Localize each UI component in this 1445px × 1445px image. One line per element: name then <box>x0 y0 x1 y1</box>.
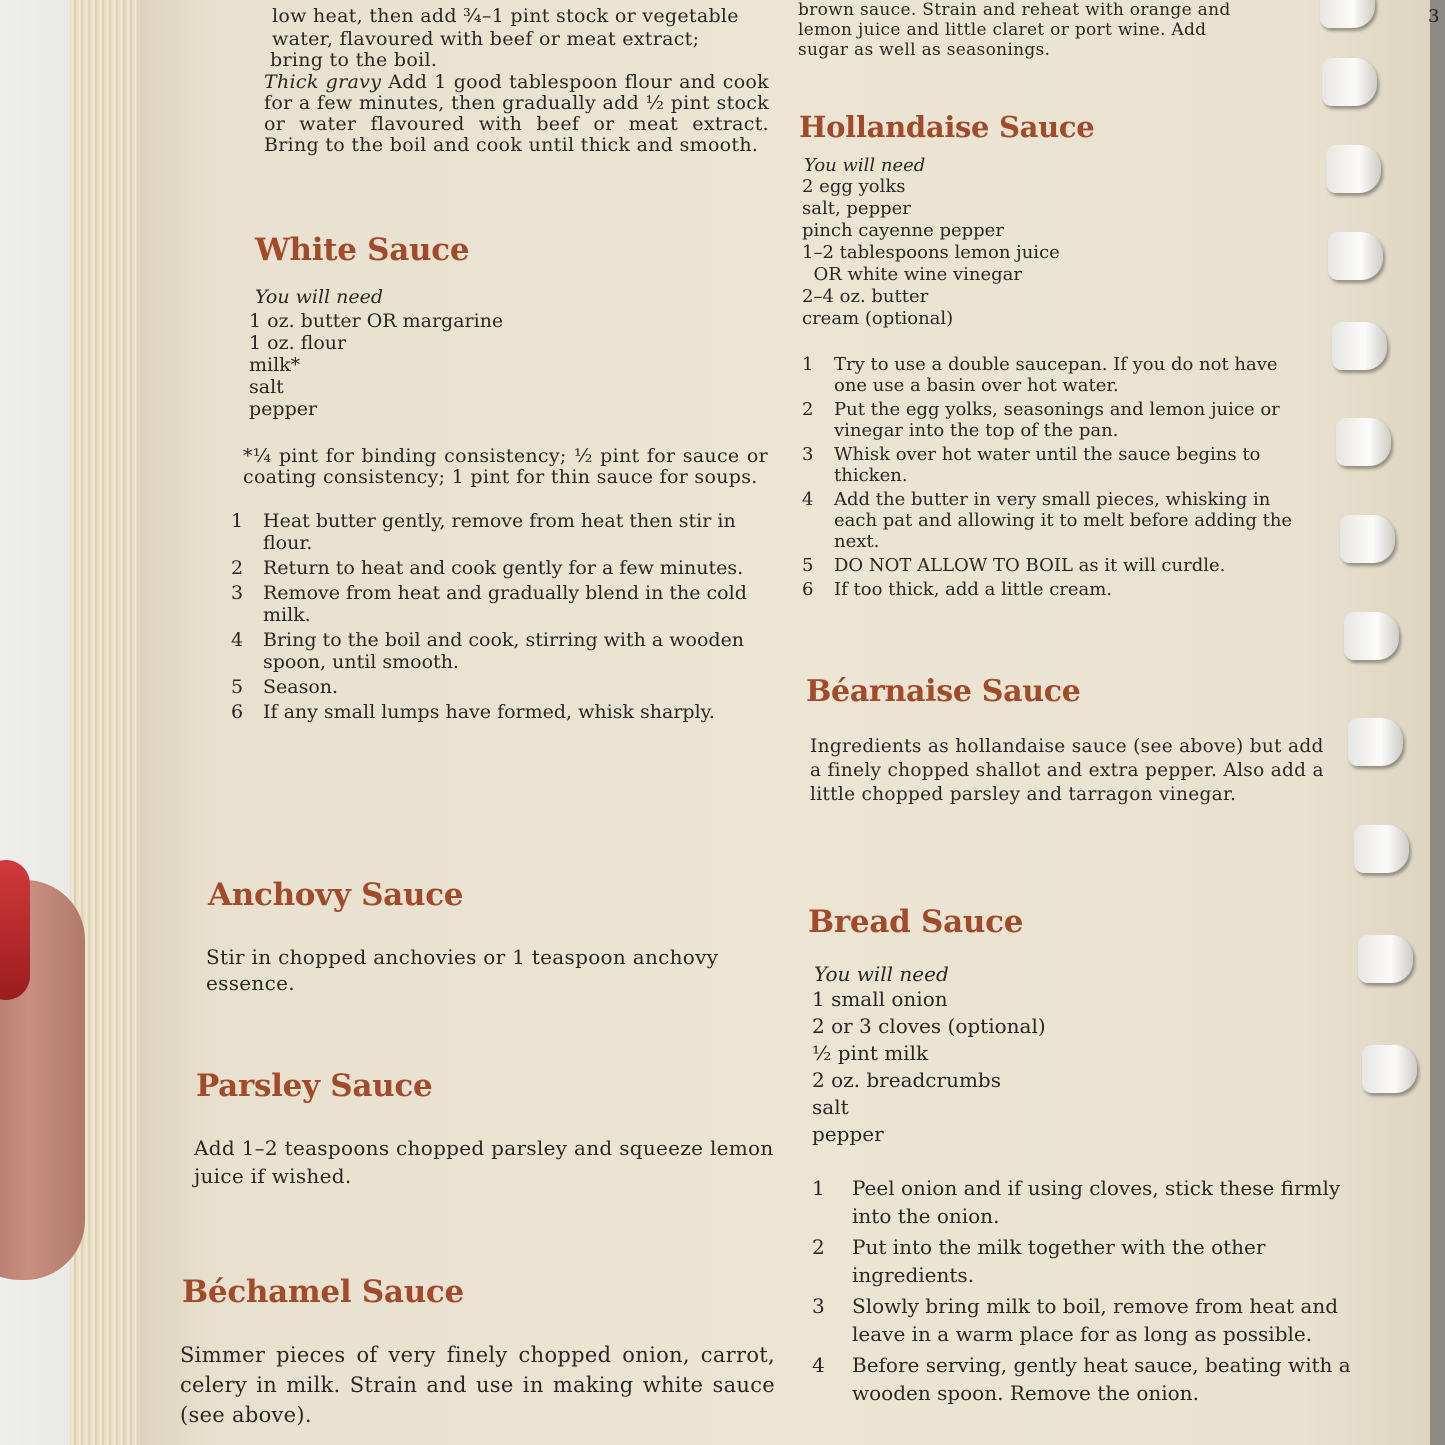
ingredient: 2 egg yolks <box>802 176 906 197</box>
ingredient-list <box>812 986 1372 1148</box>
parsley-sauce-title: Parsley Sauce <box>196 1068 433 1104</box>
you-will-need-label: You will need <box>814 962 949 986</box>
ingredient: 1–2 tablespoons lemon juice <box>802 242 1060 263</box>
ingredient: 2 oz. breadcrumbs <box>812 1068 1001 1092</box>
footnote: *¼ pint for binding consistency; ½ pint for sauce or coating consistency; 1 pint for thin sauce for soups. <box>243 445 768 488</box>
ingredient: milk* <box>249 354 301 376</box>
bechamel-sauce-title: Béchamel Sauce <box>182 1274 464 1310</box>
anchovy-sauce-title: Anchovy Sauce <box>208 877 464 913</box>
step: 3 Whisk over hot water until the sauce begins to thicken. <box>802 444 1261 486</box>
intro-line: bring to the boil. <box>270 49 438 71</box>
hollandaise-body <box>802 155 1302 603</box>
ingredient: cream (optional) <box>802 308 954 329</box>
you-will-need-label: You will need <box>255 286 384 308</box>
step: 3 Remove from heat and gradually blend in the cold milk. <box>231 582 747 626</box>
intro-line: brown sauce. Strain and reheat with orange and <box>798 0 1231 20</box>
intro-line: water, flavoured with beef or meat extract; <box>272 28 700 50</box>
ingredient: 2–4 oz. butter <box>802 286 929 307</box>
step: 4 Bring to the boil and cook, stirring with a wooden spoon, until smooth. <box>231 629 745 673</box>
step: 3 Slowly bring milk to boil, remove from heat and leave in a warm place for as long as possible. <box>812 1294 1338 1346</box>
bread-sauce-body <box>812 962 1372 1410</box>
ingredient: ½ pint milk <box>812 1041 929 1065</box>
ingredient: salt <box>812 1095 849 1119</box>
intro-line: lemon juice and little claret or port wine. Add <box>798 20 1207 40</box>
step: 6 If too thick, add a little cream. <box>802 579 1113 600</box>
ingredient: 1 small onion <box>812 987 948 1011</box>
ingredient: pepper <box>249 398 318 420</box>
ingredient: pinch cayenne pepper <box>802 220 1004 241</box>
bread-sauce-title: Bread Sauce <box>808 904 1024 940</box>
step: 6 If any small lumps have formed, whisk sharply. <box>231 701 715 723</box>
step: 5 Season. <box>231 676 339 698</box>
intro-line: sugar as well as seasonings. <box>798 40 1051 60</box>
intro-line: low heat, then add ¾–1 pint stock or vegetable <box>272 5 739 27</box>
step-list <box>231 510 768 723</box>
bearnaise-sauce-title: Béarnaise Sauce <box>806 674 1081 709</box>
thick-gravy-text: Add 1 good tablespoon flour and cook for a few minutes, then gradually add ½ pint stock or water flavoured with beef or meat extract. Bring to the boil and cook until thick and smooth. <box>264 71 769 156</box>
ingredient-list <box>802 176 1302 330</box>
white-sauce-body <box>231 286 768 726</box>
you-will-need-label: You will need <box>804 155 926 176</box>
step-list <box>802 354 1302 600</box>
thick-gravy-paragraph <box>264 72 769 156</box>
step: 2 Put into the milk together with the other ingredients. <box>812 1235 1266 1287</box>
thick-gravy-label: Thick gravy <box>264 71 382 93</box>
page-number: 3 <box>1428 6 1440 27</box>
step: 5 DO NOT ALLOW TO BOIL as it will curdle. <box>802 555 1226 576</box>
step: 2 Return to heat and cook gently for a few minutes. <box>231 557 744 579</box>
hollandaise-sauce-title: Hollandaise Sauce <box>799 110 1095 144</box>
ingredient: salt, pepper <box>802 198 911 219</box>
bechamel-sauce-text: Simmer pieces of very finely chopped onion, carrot, celery in milk. Strain and use in making white sauce (see above). <box>180 1343 775 1427</box>
ingredient: salt <box>249 376 284 398</box>
ingredient: 2 or 3 cloves (optional) <box>812 1014 1046 1038</box>
ingredient: 1 oz. flour <box>249 332 347 354</box>
ingredient: pepper <box>812 1122 884 1146</box>
step: 4 Add the butter in very small pieces, whisking in each pat and allowing it to melt before adding the next. <box>802 489 1293 552</box>
step: 2 Put the egg yolks, seasonings and lemon juice or vinegar into the top of the pan. <box>802 399 1280 441</box>
white-sauce-title: White Sauce <box>255 232 470 268</box>
ingredient: 1 oz. butter OR margarine <box>249 310 504 332</box>
step: 4 Before serving, gently heat sauce, beating with a wooden spoon. Remove the onion. <box>812 1353 1351 1405</box>
step: 1 Try to use a double saucepan. If you do not have one use a basin over hot water. <box>802 354 1278 396</box>
bearnaise-sauce-text: Ingredients as hollandaise sauce (see above) but add a finely chopped shallot and extra pepper. Also add a little chopped parsley and tarragon vinegar. <box>810 736 1324 805</box>
anchovy-sauce-text: Stir in chopped anchovies or 1 teaspoon anchovy essence. <box>206 945 719 995</box>
step: 1 Heat butter gently, remove from heat then stir in flour. <box>231 510 736 554</box>
ingredient-list <box>249 310 768 420</box>
fingernail <box>0 860 30 1000</box>
ingredient: OR white wine vinegar <box>802 264 1022 285</box>
parsley-sauce-text: Add 1–2 teaspoons chopped parsley and squeeze lemon juice if wished. <box>194 1136 774 1188</box>
step-list <box>812 1174 1372 1407</box>
step: 1 Peel onion and if using cloves, stick these firmly into the onion. <box>812 1176 1341 1228</box>
